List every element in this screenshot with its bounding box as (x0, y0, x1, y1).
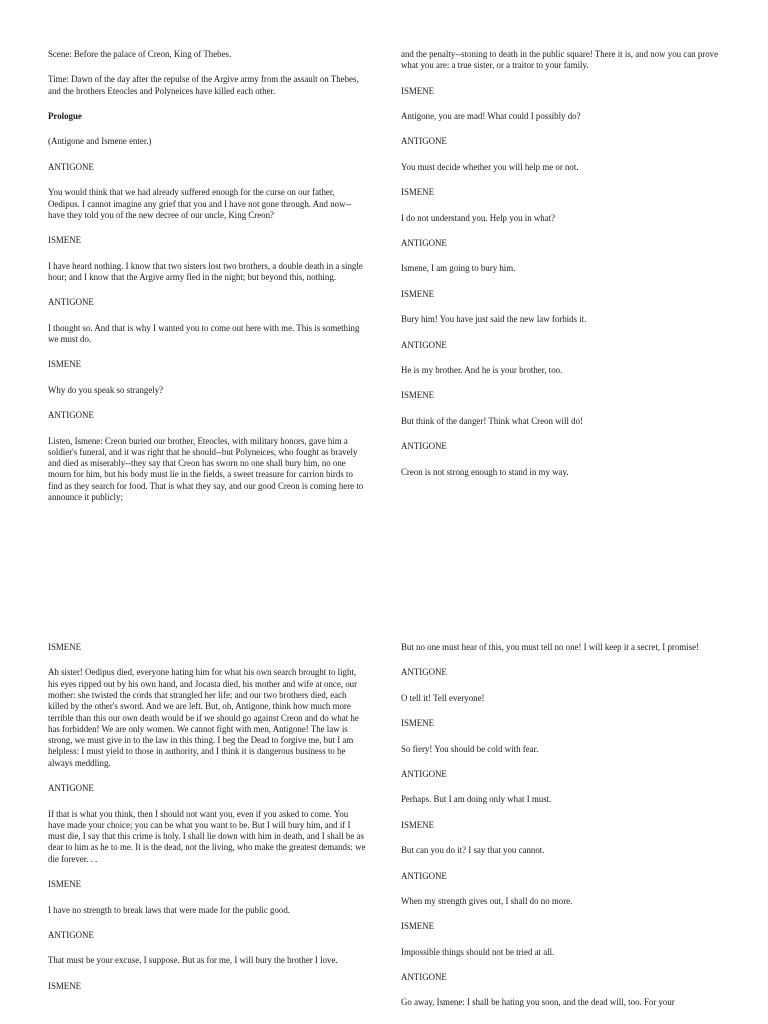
dialogue-paragraph: Bury him! You have just said the new law forbids it. (401, 314, 587, 325)
dialogue-paragraph: Antigone, you are mad! What could I possibly do? (401, 111, 581, 122)
dialogue-paragraph: I thought so. And that is why I wanted you to come out here with me. This is something we must do. (48, 322, 360, 344)
dialogue-paragraph: That must be your excuse, I suppose. But as for me, I will bury the brother I love. (48, 955, 338, 966)
page-top-left-column (48, 49, 366, 517)
speaker-name: ISMENE (48, 359, 82, 370)
page-top-right-column (401, 49, 719, 492)
dialogue-paragraph: So fiery! You should be cold with fear. (401, 743, 539, 754)
dialogue-paragraph: I do not understand you. Help you in what? (401, 212, 556, 223)
dialogue-paragraph: Ah sister! Oedipus died, everyone hating him for what his own search brought to light, his eyes ripped out by his own hand, and Jocasta died, his mother and wife at once, our mother: she twisted the cords that strangled her life; and our two brothers died, each killed by the other's sword. And we are left. But, oh, Antigone, think how much more terrible than this our own death would be if we should go against Creon and do what he has forbidden! We are only women. We cannot fight with men, Antigone! The law is strong, we must give in to the law in this thing. I beg the Dead to forgive me, but I am helpless: I must yield to those in authority, and I think it is dangerous business to be always meddling. (48, 667, 359, 768)
section-heading: Prologue (48, 111, 82, 122)
speaker-name: ISMENE (48, 980, 82, 991)
speaker-name: ISMENE (401, 288, 435, 299)
speaker-name: ANTIGONE (401, 972, 447, 983)
dialogue-paragraph: Perhaps. But I am doing only what I must. (401, 794, 552, 805)
dialogue-paragraph: (Antigone and Ismene enter.) (48, 136, 152, 147)
dialogue-paragraph: Impossible things should not be tried at all. (401, 946, 555, 957)
speaker-name: ISMENE (48, 642, 82, 652)
dialogue-paragraph: Scene: Before the palace of Creon, King of Thebes. (48, 49, 232, 59)
dialogue-paragraph: When my strength gives out, I shall do no more. (401, 895, 573, 906)
dialogue-paragraph: But can you do it? I say that you cannot. (401, 845, 545, 856)
speaker-name: ISMENE (401, 187, 435, 198)
page-bottom-right-column (401, 642, 719, 1023)
speaker-name: ANTIGONE (401, 136, 447, 147)
speaker-name: ISMENE (401, 718, 435, 729)
dialogue-paragraph: But think of the danger! Think what Creon will do! (401, 415, 583, 426)
dialogue-paragraph: I have heard nothing. I know that two sisters lost two brothers, a double death in a single hour; and I know that the Argive army fled in the night; but beyond this, nothing. (48, 260, 363, 282)
speaker-name: ISMENE (48, 879, 82, 890)
dialogue-paragraph: Listen, Ismene: Creon buried our brother, Eteocles, with military honors, gave him a soldier's funeral, and it was right that he should--but Polyneices, who fought as bravely and died as miserably--they say that Creon has sworn no one shall bury him, no one mourn for him, but his body must lie in the fields, a sweet treasure for carrion birds to find as they search for food. That is what they say, and our good Creon is coming here to announce it publicly; (48, 435, 364, 503)
dialogue-paragraph: Time: Dawn of the day after the repulse of the Argive army from the assault on Thebes, and the brothers Eteocles and Polyneices have killed each other. (48, 74, 359, 96)
dialogue-paragraph: and the penalty--stoning to death in the public square! There it is, and now you can prove what you are: a true sister, or a traitor to your family. (401, 49, 719, 71)
dialogue-paragraph: Why do you speak so strangely? (48, 384, 164, 395)
speaker-name: ANTIGONE (48, 929, 94, 940)
speaker-name: ANTIGONE (401, 238, 447, 249)
speaker-name: ANTIGONE (401, 870, 447, 881)
dialogue-paragraph: Go away, Ismene: I shall be hating you soon, and the dead will, too. For your (401, 997, 675, 1008)
dialogue-paragraph: You must decide whether you will help me or not. (401, 161, 579, 172)
speaker-name: ANTIGONE (48, 783, 94, 794)
speaker-name: ANTIGONE (401, 339, 447, 350)
speaker-name: ISMENE (401, 85, 435, 96)
dialogue-paragraph: Ismene, I am going to bury him. (401, 263, 516, 274)
speaker-name: ISMENE (48, 235, 82, 246)
page-bottom-left-column (48, 642, 366, 1006)
speaker-name: ANTIGONE (48, 410, 94, 421)
dialogue-paragraph: You would think that we had already suffered enough for the curse on our father, Oedipus. I cannot imagine any grief that you and I have not gone through. And now--have they told you of the new decree of our uncle, King Creon? (48, 187, 352, 220)
speaker-name: ANTIGONE (401, 768, 447, 779)
dialogue-paragraph: If that is what you think, then I should not want you, even if you asked to come. You have made your choice; you can be what you want to be. But I will bury him, and if I must die, I say that this crime is holy. I shall lie down with him in death, and I shall be as dear to him as he to me. It is the dead, not the living, who make the greatest demands: we die forever. . . (48, 808, 366, 864)
speaker-name: ISMENE (401, 390, 435, 401)
dialogue-paragraph: I have no strength to break laws that were made for the public good. (48, 904, 291, 915)
document-page-bottom (0, 600, 768, 1024)
speaker-name: ISMENE (401, 819, 435, 830)
dialogue-paragraph: O tell it! Tell everyone! (401, 692, 485, 703)
speaker-name: ANTIGONE (401, 441, 447, 452)
dialogue-paragraph: But no one must hear of this, you must tell no one! I will keep it a secret, I promise! (401, 642, 699, 652)
speaker-name: ANTIGONE (48, 297, 94, 308)
speaker-name: ANTIGONE (401, 667, 447, 678)
speaker-name: ANTIGONE (48, 161, 94, 172)
speaker-name: ISMENE (401, 921, 435, 932)
dialogue-paragraph: He is my brother. And he is your brother, too. (401, 364, 563, 375)
dialogue-paragraph: Creon is not strong enough to stand in my way. (401, 466, 569, 477)
